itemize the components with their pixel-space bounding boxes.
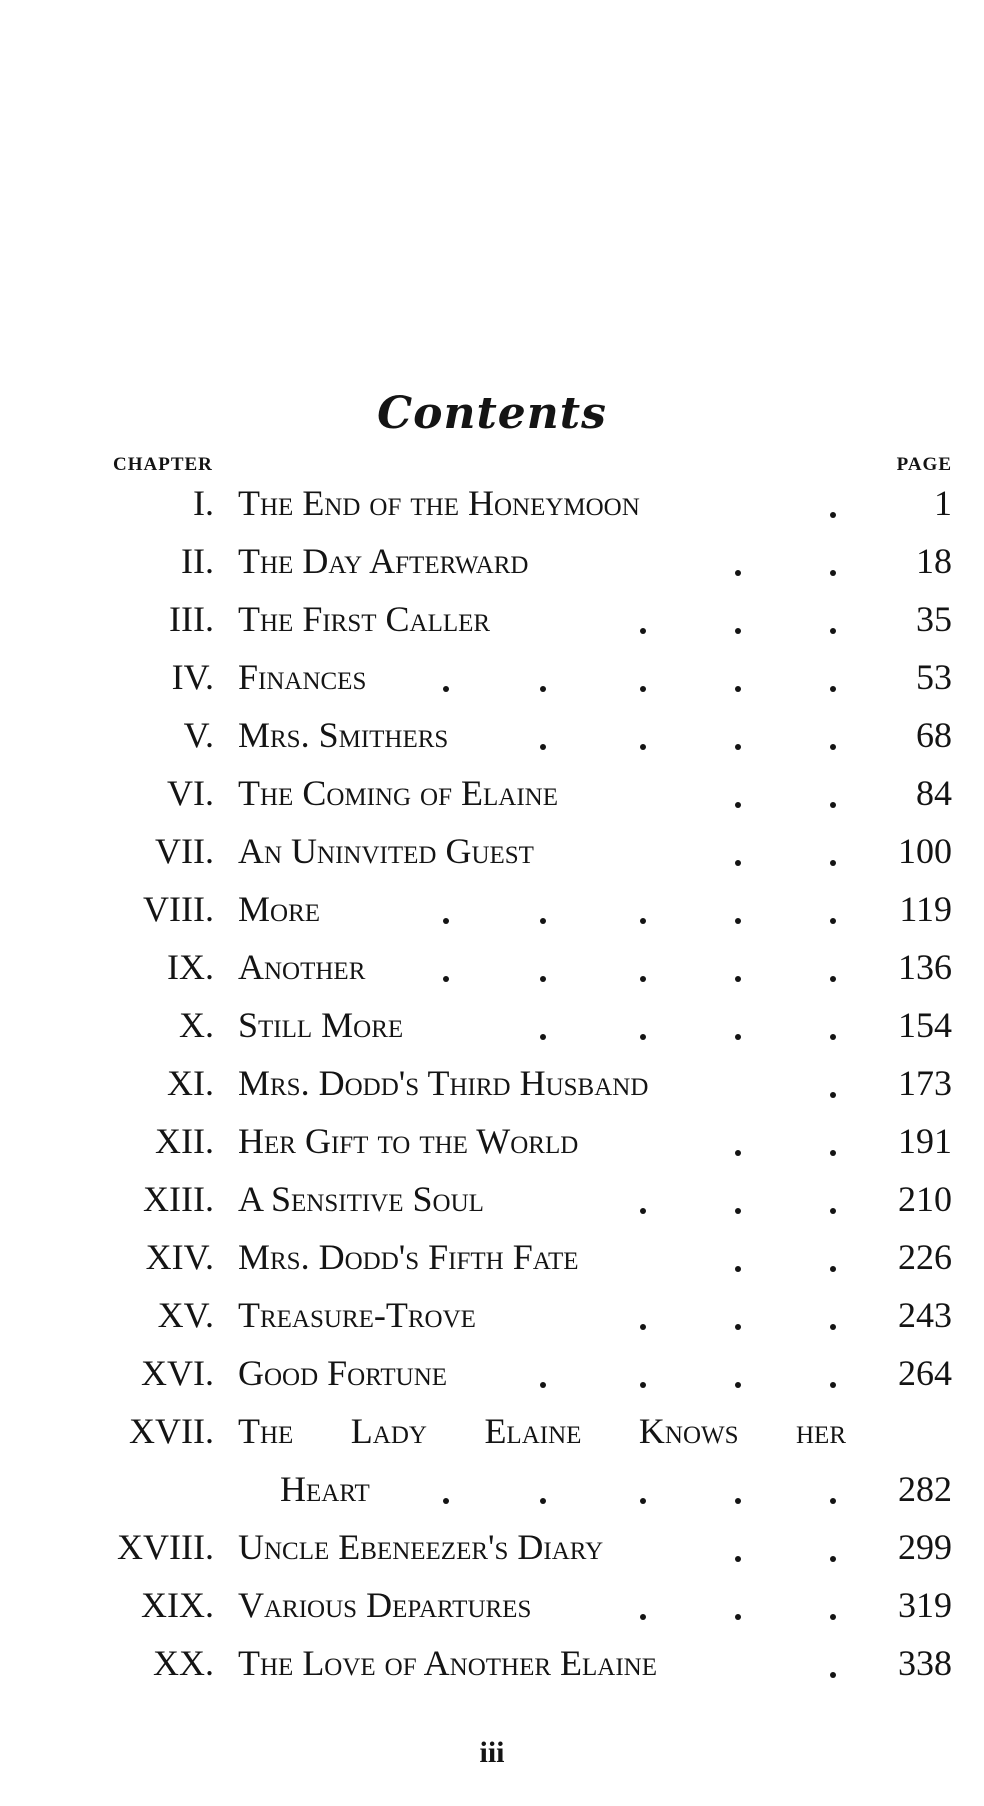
leader-dot bbox=[443, 1498, 449, 1504]
chapter-title: Still More bbox=[238, 1005, 404, 1045]
leader-dot bbox=[830, 1208, 836, 1214]
chapter-title: Good Fortune bbox=[238, 1353, 448, 1393]
leader-dot bbox=[540, 1498, 546, 1504]
toc-entry bbox=[0, 532, 984, 590]
chapter-number: VI. bbox=[167, 773, 214, 813]
leader-dot bbox=[640, 686, 646, 692]
leader-dot bbox=[735, 1382, 741, 1388]
leader-dot bbox=[830, 1150, 836, 1156]
leader-dot bbox=[640, 1498, 646, 1504]
leader-dot bbox=[830, 860, 836, 866]
toc-entry bbox=[0, 1112, 984, 1170]
chapter-title: The End of the Honeymoon bbox=[238, 483, 640, 523]
leader-dot bbox=[735, 1150, 741, 1156]
chapter-title: A Sensitive Soul bbox=[238, 1179, 484, 1219]
leader-dot bbox=[830, 1614, 836, 1620]
chapter-title: Mrs. Smithers bbox=[238, 715, 449, 755]
leader-dot bbox=[640, 1208, 646, 1214]
chapter-number: XVII. bbox=[129, 1411, 214, 1451]
toc-entry bbox=[0, 1344, 984, 1402]
leader-dot bbox=[640, 1034, 646, 1040]
toc-entry bbox=[0, 1170, 984, 1228]
leader-dot bbox=[830, 1266, 836, 1272]
page-ref: 226 bbox=[898, 1237, 952, 1277]
chapter-title: More bbox=[238, 889, 321, 929]
leader-dot bbox=[830, 1092, 836, 1098]
leader-dot bbox=[443, 976, 449, 982]
leader-dot bbox=[640, 976, 646, 982]
toc-entry bbox=[0, 590, 984, 648]
leader-dot bbox=[640, 744, 646, 750]
page-ref: 210 bbox=[898, 1179, 952, 1219]
toc-entry bbox=[0, 822, 984, 880]
leader-dot bbox=[735, 918, 741, 924]
page-ref: 35 bbox=[916, 599, 952, 639]
chapter-title: Another bbox=[238, 947, 366, 987]
chapter-title: Finances bbox=[238, 657, 367, 697]
chapter-title: Treasure-Trove bbox=[238, 1295, 476, 1335]
toc-entry bbox=[0, 1518, 984, 1576]
leader-dot bbox=[735, 1498, 741, 1504]
leader-dot bbox=[735, 1034, 741, 1040]
leader-dot bbox=[830, 1324, 836, 1330]
leader-dot bbox=[735, 686, 741, 692]
leader-dot bbox=[735, 1208, 741, 1214]
toc-entry bbox=[0, 1634, 984, 1692]
chapter-number: XII. bbox=[155, 1121, 214, 1161]
leader-dot bbox=[735, 802, 741, 808]
chapter-title: The Day Afterward bbox=[238, 541, 529, 581]
leader-dot bbox=[540, 686, 546, 692]
page-ref: 299 bbox=[898, 1527, 952, 1567]
leader-dot bbox=[443, 918, 449, 924]
page-ref: 84 bbox=[916, 773, 952, 813]
chapter-number: XIII. bbox=[143, 1179, 214, 1219]
page-ref: 119 bbox=[899, 889, 952, 929]
leader-dot bbox=[443, 686, 449, 692]
leader-dot bbox=[735, 744, 741, 750]
leader-dot bbox=[830, 1498, 836, 1504]
leader-dot bbox=[640, 628, 646, 634]
page-ref: 154 bbox=[898, 1005, 952, 1045]
leader-dot bbox=[640, 918, 646, 924]
toc-entry bbox=[0, 648, 984, 706]
page-ref: 264 bbox=[898, 1353, 952, 1393]
leader-dot bbox=[540, 1034, 546, 1040]
leader-dot bbox=[735, 628, 741, 634]
page-ref: 243 bbox=[898, 1295, 952, 1335]
chapter-number: XVI. bbox=[141, 1353, 214, 1393]
toc-entry bbox=[0, 1402, 984, 1518]
page-ref: 53 bbox=[916, 657, 952, 697]
chapter-number: IV. bbox=[171, 657, 214, 697]
leader-dot bbox=[735, 1556, 741, 1562]
chapter-number: V. bbox=[183, 715, 214, 755]
page-ref: 136 bbox=[898, 947, 952, 987]
page-ref: 18 bbox=[916, 541, 952, 581]
page-ref: 282 bbox=[898, 1469, 952, 1509]
leader-dot bbox=[830, 1556, 836, 1562]
chapter-number: XIV. bbox=[145, 1237, 214, 1277]
chapter-title: An Uninvited Guest bbox=[238, 831, 534, 871]
toc-entry bbox=[0, 1576, 984, 1634]
chapter-column-label: CHAPTER bbox=[113, 454, 213, 475]
leader-dot bbox=[735, 1324, 741, 1330]
leader-dot bbox=[830, 802, 836, 808]
chapter-title: The Coming of Elaine bbox=[238, 773, 558, 813]
leader-dot bbox=[540, 1382, 546, 1388]
leader-dot bbox=[830, 1382, 836, 1388]
chapter-number: VIII. bbox=[143, 889, 214, 929]
page-title: Contents bbox=[377, 388, 607, 439]
page-ref: 68 bbox=[916, 715, 952, 755]
leader-dot bbox=[830, 512, 836, 518]
chapter-title: Mrs. Dodd's Third Husband bbox=[238, 1063, 649, 1103]
chapter-number: VII. bbox=[155, 831, 214, 871]
chapter-number: XVIII. bbox=[117, 1527, 214, 1567]
page-ref: 100 bbox=[898, 831, 952, 871]
chapter-number: XX. bbox=[153, 1643, 214, 1683]
leader-dot bbox=[830, 918, 836, 924]
leader-dot bbox=[830, 1672, 836, 1678]
leader-dot bbox=[830, 628, 836, 634]
chapter-number: II. bbox=[181, 541, 214, 581]
toc-entry bbox=[0, 880, 984, 938]
page-ref: 1 bbox=[934, 483, 952, 523]
chapter-title: Uncle Ebeneezer's Diary bbox=[238, 1527, 604, 1567]
toc-entry bbox=[0, 1286, 984, 1344]
leader-dot bbox=[735, 976, 741, 982]
leader-dot bbox=[540, 976, 546, 982]
chapter-number: XV. bbox=[157, 1295, 214, 1335]
chapter-number: I. bbox=[193, 483, 214, 523]
leader-dot bbox=[540, 744, 546, 750]
chapter-title: The Lady Elaine Knows her bbox=[238, 1411, 846, 1451]
toc-entry bbox=[0, 996, 984, 1054]
chapter-title: Various Departures bbox=[238, 1585, 532, 1625]
chapter-number: X. bbox=[179, 1005, 214, 1045]
leader-dot bbox=[830, 744, 836, 750]
table-of-contents bbox=[0, 474, 984, 1692]
leader-dot bbox=[540, 918, 546, 924]
toc-entry bbox=[0, 938, 984, 996]
page-number: iii bbox=[479, 1736, 505, 1769]
page-ref: 191 bbox=[898, 1121, 952, 1161]
toc-entry bbox=[0, 764, 984, 822]
chapter-title: The First Caller bbox=[238, 599, 491, 639]
chapter-number: XI. bbox=[167, 1063, 214, 1103]
chapter-number: IX. bbox=[167, 947, 214, 987]
leader-dot bbox=[735, 570, 741, 576]
toc-entry bbox=[0, 474, 984, 532]
leader-dot bbox=[830, 1034, 836, 1040]
page-ref: 338 bbox=[898, 1643, 952, 1683]
page-ref: 319 bbox=[898, 1585, 952, 1625]
chapter-title: Her Gift to the World bbox=[238, 1121, 579, 1161]
page-column-label: PAGE bbox=[896, 454, 952, 475]
leader-dot bbox=[640, 1324, 646, 1330]
leader-dot bbox=[735, 1614, 741, 1620]
chapter-title-continued: Heart bbox=[280, 1469, 370, 1509]
chapter-title: The Love of Another Elaine bbox=[238, 1643, 657, 1683]
toc-entry bbox=[0, 1054, 984, 1112]
leader-dot bbox=[735, 860, 741, 866]
leader-dot bbox=[640, 1382, 646, 1388]
chapter-number: XIX. bbox=[141, 1585, 214, 1625]
leader-dot bbox=[830, 976, 836, 982]
page-ref: 173 bbox=[898, 1063, 952, 1103]
toc-entry bbox=[0, 1228, 984, 1286]
leader-dot bbox=[640, 1614, 646, 1620]
toc-entry bbox=[0, 706, 984, 764]
leader-dot bbox=[735, 1266, 741, 1272]
chapter-number: III. bbox=[169, 599, 214, 639]
chapter-title: Mrs. Dodd's Fifth Fate bbox=[238, 1237, 579, 1277]
leader-dot bbox=[830, 570, 836, 576]
leader-dot bbox=[830, 686, 836, 692]
